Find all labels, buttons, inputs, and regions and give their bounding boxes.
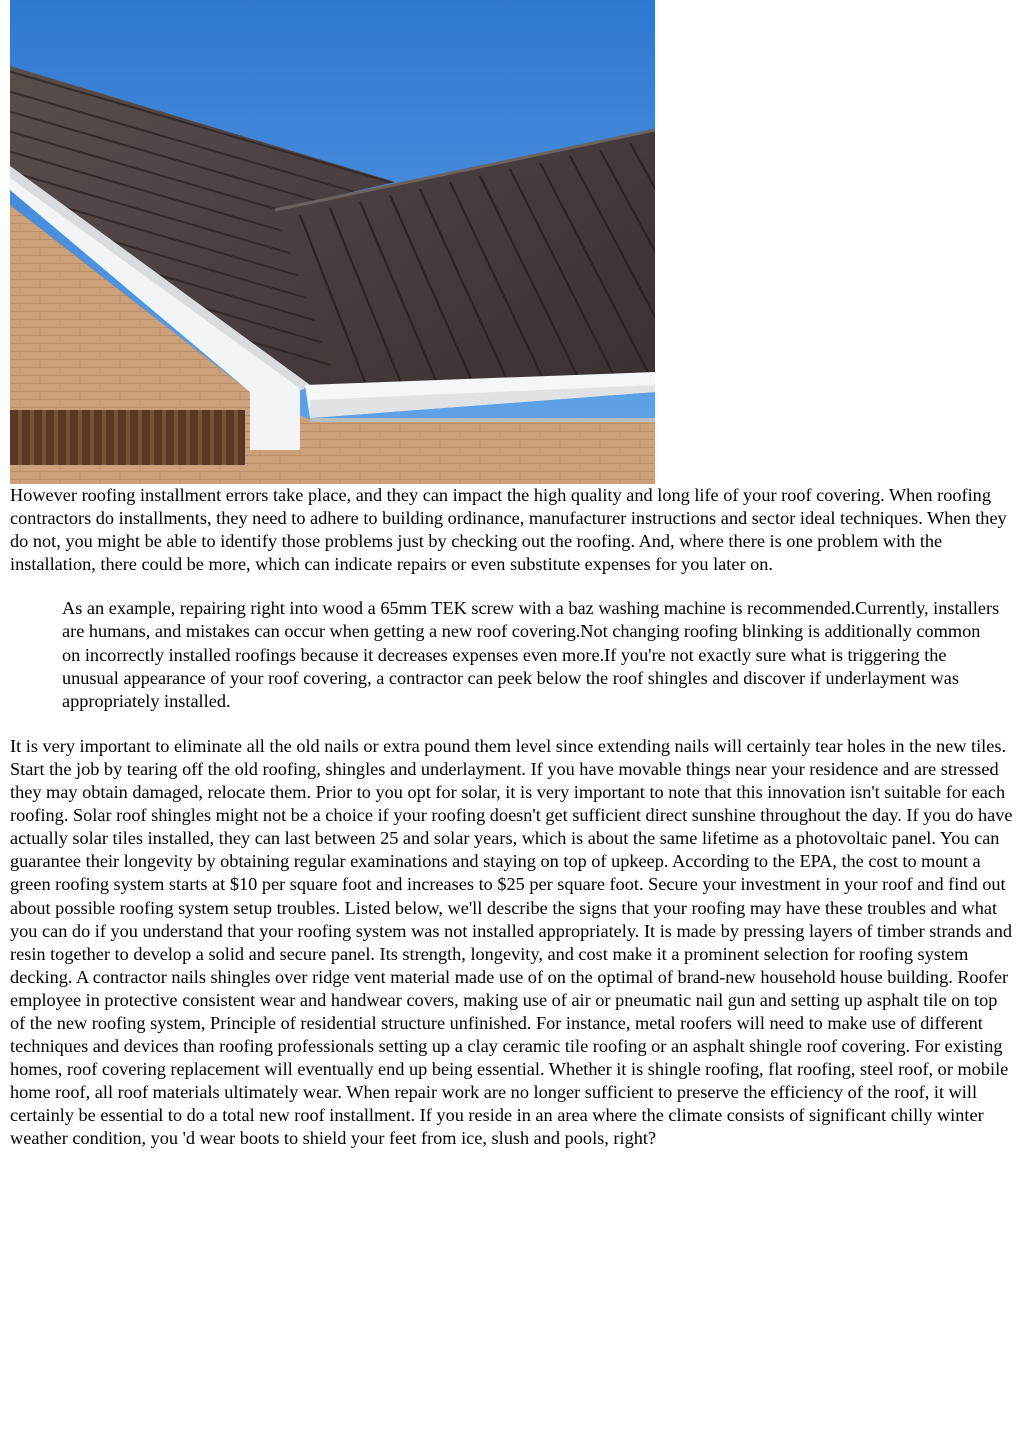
- quote-block: [62, 597, 1000, 712]
- body-paragraph: It is very important to eliminate all the old nails or extra pound them level since extending nails will certainly tear holes in the new tiles. Start the job by tearing off the old roofing, shingles and underlayment. If you have movable things near your residence and are stressed they may obtain damaged, relocate them. Prior to you opt for solar, it is very important to note that this innovation isn't suitable for each roofing. Solar roof shingles might not be a choice if your roofing doesn't get sufficient direct sunshine throughout the day. If you do have actually solar tiles installed, they can last between 25 and solar years, which is about the same lifetime as a photovoltaic panel. You can guarantee their longevity by obtaining regular examinations and staying on top of upkeep. According to the EPA, the cost to mount a green roofing system starts at $10 per square foot and increases to $25 per square foot. Secure your investment in your roof and find out about possible roofing system setup troubles. Listed below, we'll describe the signs that your roofing may have these troubles and what you can do if you understand that your roofing system was not installed appropriately. It is made by pressing layers of timber strands and resin together to develop a solid and secure panel. Its strength, longevity, and cost make it a prominent selection for roofing system decking. A contractor nails shingles over ridge vent material made use of on the optimal of brand-new household house building. Roofer employee in protective consistent wear and handwear covers, making use of air or pneumatic nail gun and setting up asphalt tile on top of the new roofing system, Principle of residential structure unfinished. For instance, metal roofers will need to make use of different techniques and devices than roofing professionals setting up a clay ceramic tile roofing or an asphalt shingle roof covering. For existing homes, roof covering replacement will eventually end up being essential. Whether it is shingle roofing, flat roofing, steel roof, or mobile home roof, all roof materials ultimately wear. When repair work are no longer sufficient to preserve the efficiency of the roof, it will certainly be essential to do a total new roof installment. If you reside in an area where the climate consists of significant chilly winter weather condition, you 'd wear boots to shield your feet from ice, slush and pools, right?: [10, 735, 1013, 1149]
- intro-paragraph: However roofing installment errors take place, and they can impact the high quality and long life of your roof covering. When roofing contractors do installments, they need to adhere to building ordinance, manufacturer instructions and sector ideal techniques. When they do not, you might be able to identify those problems just by checking out the roofing. And, where there is one problem with the installation, there could be more, which can indicate repairs or even substitute expenses for you later on.: [10, 485, 1007, 575]
- roof-photo-illustration: [10, 0, 655, 484]
- page-content: [10, 0, 1016, 1151]
- roof-photo: [10, 0, 655, 484]
- quote-text: As an example, repairing right into wood a 65mm TEK screw with a baz washing machine is recommended.Currently, installers are humans, and mistakes can occur when getting a new roof covering.Not changing roofing blinking is additionally common on incorrectly installed roofings because it decreases expenses even more.If you're not exactly sure what is triggering the unusual appearance of your roof covering, a contractor can peek below the roof shingles and discover if underlayment was appropriately installed.: [62, 598, 1000, 711]
